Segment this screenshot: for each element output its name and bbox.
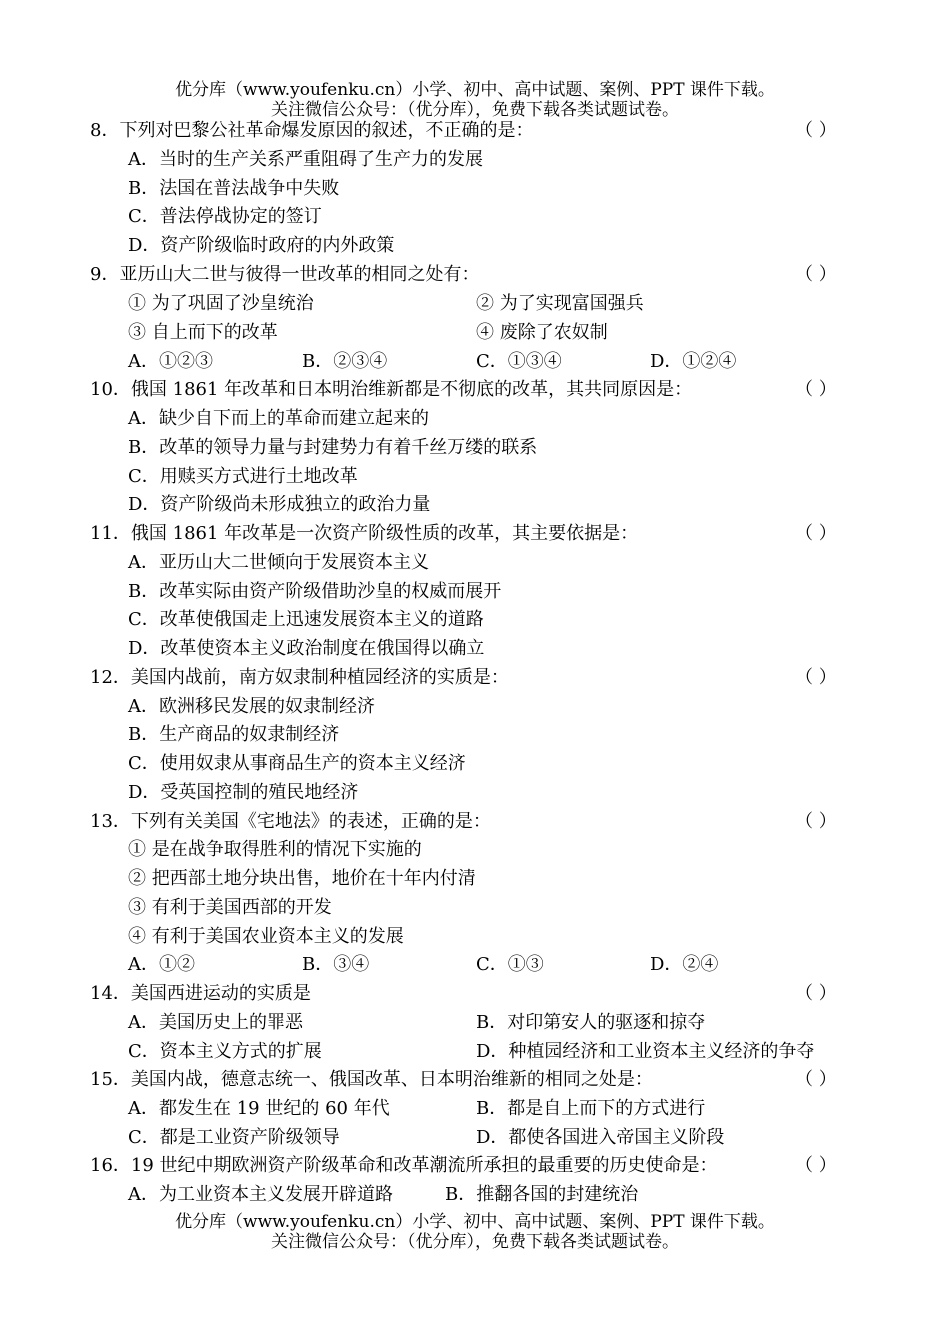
question-9-option-c: C．①③④ <box>476 351 562 372</box>
question-14-option-b: B．对印第安人的驱逐和掠夺 <box>476 1012 706 1033</box>
question-14-answer-blank: （ ） <box>795 983 837 1004</box>
question-8-option-c: C．普法停战协定的签订 <box>128 206 322 227</box>
question-10-option-c: C．用赎买方式进行土地改革 <box>128 466 358 487</box>
question-9-item-1: ① 为了巩固了沙皇统治 <box>128 293 314 314</box>
footer-line-1: 优分库（www.youfenku.cn）小学、初中、高中试题、案例、PPT 课件下载。 <box>175 1212 775 1232</box>
question-13-item-4: ④ 有利于美国农业资本主义的发展 <box>128 926 404 947</box>
question-11-option-b: B．改革实际由资产阶级借助沙皇的权威而展开 <box>128 581 502 602</box>
question-12-option-d: D．受英国控制的殖民地经济 <box>128 782 359 803</box>
question-12-stem: 12．美国内战前，南方奴隶制种植园经济的实质是： <box>90 667 509 688</box>
question-11-option-d: D．改革使资本主义政治制度在俄国得以确立 <box>128 638 485 659</box>
question-11-option-a: A．亚历山大二世倾向于发展资本主义 <box>128 552 429 573</box>
question-9-item-2: ② 为了实现富国强兵 <box>476 293 644 314</box>
question-10-answer-blank: （ ） <box>795 379 837 400</box>
question-8-option-d: D．资产阶级临时政府的内外政策 <box>128 235 395 256</box>
question-15-stem: 15．美国内战，德意志统一、俄国改革、日本明治维新的相同之处是： <box>90 1069 653 1090</box>
question-9-answer-blank: （ ） <box>795 264 837 285</box>
question-9-stem: 9．亚历山大二世与彼得一世改革的相同之处有： <box>90 264 480 285</box>
question-13-item-1: ① 是在战争取得胜利的情况下实施的 <box>128 839 422 860</box>
question-14-option-c: C．资本主义方式的扩展 <box>128 1041 322 1062</box>
question-13-option-d: D．②④ <box>650 954 719 975</box>
question-9-option-a: A．①②③ <box>128 351 213 372</box>
question-12-option-a: A．欧洲移民发展的奴隶制经济 <box>128 696 375 717</box>
question-15-option-c: C．都是工业资产阶级领导 <box>128 1127 340 1148</box>
question-15-answer-blank: （ ） <box>795 1069 837 1090</box>
question-13-answer-blank: （ ） <box>795 811 837 832</box>
question-13-item-2: ② 把西部土地分块出售，地价在十年内付清 <box>128 868 476 889</box>
question-14-option-a: A．美国历史上的罪恶 <box>128 1012 303 1033</box>
question-13-option-b: B．③④ <box>302 954 370 975</box>
question-8-option-b: B．法国在普法战争中失败 <box>128 178 340 199</box>
question-10-option-d: D．资产阶级尚未形成独立的政治力量 <box>128 494 431 515</box>
question-10-stem: 10．俄国 1861 年改革和日本明治维新都是不彻底的改革，其共同原因是： <box>90 379 693 400</box>
question-12-option-c: C．使用奴隶从事商品生产的资本主义经济 <box>128 753 466 774</box>
question-13-stem: 13．下列有关美国《宅地法》的表述，正确的是： <box>90 811 491 832</box>
header-line-2: 关注微信公众号：（优分库），免费下载各类试题试卷。 <box>271 100 679 120</box>
header-line-1: 优分库（www.youfenku.cn）小学、初中、高中试题、案例、PPT 课件下载。 <box>175 80 775 100</box>
footer-line-2: 关注微信公众号：（优分库），免费下载各类试题试卷。 <box>271 1232 679 1252</box>
question-11-stem: 11．俄国 1861 年改革是一次资产阶级性质的改革，其主要依据是： <box>90 523 639 544</box>
question-15-option-b: B．都是自上而下的方式进行 <box>476 1098 706 1119</box>
question-9-item-4: ④ 废除了农奴制 <box>476 322 608 343</box>
question-16-option-b: B．推翻各国的封建统治 <box>445 1184 639 1205</box>
question-16-option-a: A．为工业资本主义发展开辟道路 <box>128 1184 393 1205</box>
question-8-answer-blank: （ ） <box>795 120 837 141</box>
question-15-option-a: A．都发生在 19 世纪的 60 年代 <box>128 1098 390 1119</box>
question-12-option-b: B．生产商品的奴隶制经济 <box>128 724 340 745</box>
question-10-option-a: A．缺少自下而上的革命而建立起来的 <box>128 408 429 429</box>
question-14-option-d: D．种植园经济和工业资本主义经济的争夺 <box>476 1041 815 1062</box>
question-13-option-a: A．①② <box>128 954 195 975</box>
question-9-option-b: B．②③④ <box>302 351 388 372</box>
question-13-option-c: C．①③ <box>476 954 544 975</box>
question-11-option-c: C．改革使俄国走上迅速发展资本主义的道路 <box>128 609 484 630</box>
question-9-item-3: ③ 自上而下的改革 <box>128 322 278 343</box>
question-9-option-d: D．①②④ <box>650 351 737 372</box>
question-16-stem: 16．19 世纪中期欧洲资产阶级革命和改革潮流所承担的最重要的历史使命是： <box>90 1155 718 1176</box>
question-11-answer-blank: （ ） <box>795 523 837 544</box>
question-12-answer-blank: （ ） <box>795 667 837 688</box>
question-15-option-d: D．都使各国进入帝国主义阶段 <box>476 1127 725 1148</box>
question-13-item-3: ③ 有利于美国西部的开发 <box>128 897 332 918</box>
question-8-stem: 8．下列对巴黎公社革命爆发原因的叙述，不正确的是： <box>90 120 534 141</box>
question-8-option-a: A．当时的生产关系严重阻碍了生产力的发展 <box>128 149 483 170</box>
question-10-option-b: B．改革的领导力量与封建势力有着千丝万缕的联系 <box>128 437 538 458</box>
question-14-stem: 14．美国西进运动的实质是 <box>90 983 311 1004</box>
question-16-answer-blank: （ ） <box>795 1155 837 1176</box>
